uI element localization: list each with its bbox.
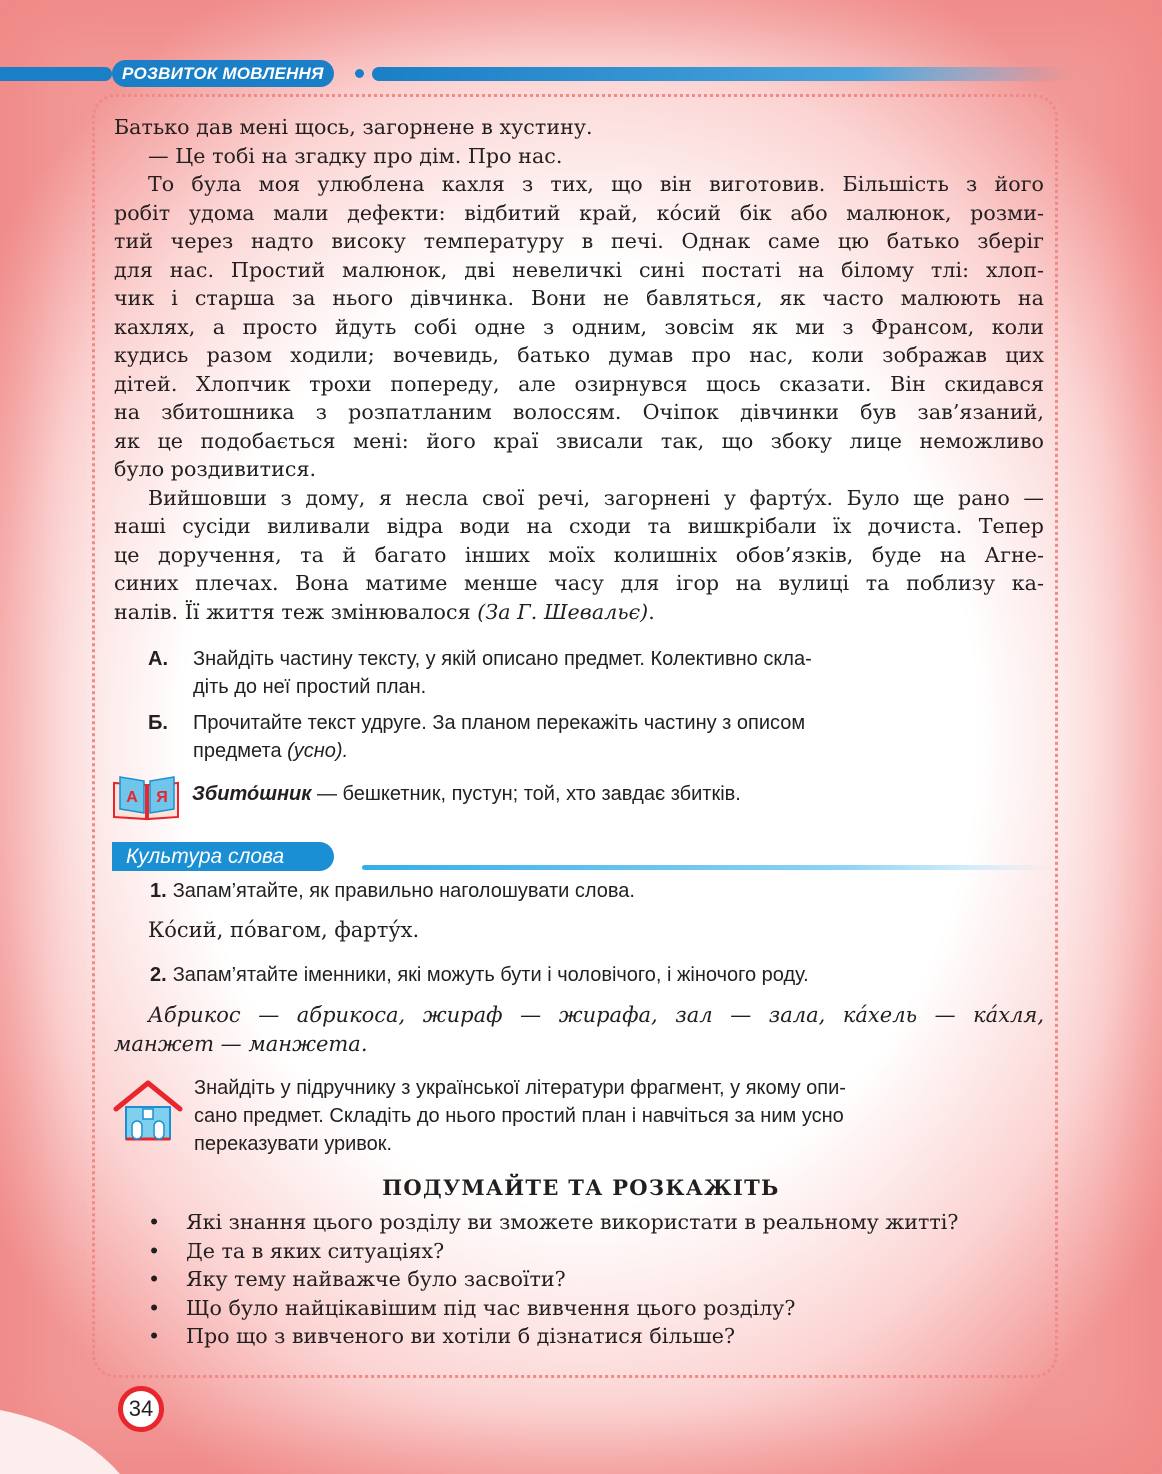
header-bar-left (0, 67, 112, 81)
task-note: (усно). (287, 740, 349, 762)
task-label: А. (148, 648, 168, 670)
homework-line: Знайдіть у підручнику з української літератури фрагмент, у якому опи- (194, 1077, 846, 1099)
task-line-text: предмета (193, 740, 282, 762)
question-text: Де та в яких ситуаціях? (186, 1238, 445, 1263)
bullet: • (148, 1324, 161, 1349)
bullet: • (148, 1210, 161, 1234)
story-line: кахлях, а просто йдуть собі одне з одним, зовсім як ми з Франсом, коли (114, 314, 1044, 339)
nouns-line: Абрикос — абрикоса, жираф — жирафа, зал — зала, ка́хель — ка́хля, (148, 1003, 1044, 1027)
story-line: для нас. Простий малюнок, дві невеличкі сині постаті на білому тлі: хлоп- (114, 257, 1044, 282)
dict-icon-letter-a: А (126, 789, 138, 806)
dictionary-entry (192, 783, 741, 806)
think-questions-list (148, 1208, 958, 1351)
task-line: діть до неї простий план. (193, 676, 427, 698)
list-item (148, 1237, 958, 1266)
bullet: • (148, 1267, 161, 1292)
story-line: — Це тобі на згадку про дім. Про нас. (148, 143, 563, 168)
story-line: кудись разом ходили; вочевидь, батько думав про нас, коли зображав цих (114, 343, 1044, 367)
culture-section-title: Культура слова (112, 842, 334, 871)
nouns-examples (114, 1001, 1044, 1059)
header-dot (355, 69, 364, 78)
list-item (148, 1208, 958, 1237)
item-number: 2. (150, 964, 167, 986)
story-line: на збитошника з розпатланим волоссям. Очіпок дівчинки був зав’язаний, (114, 400, 1044, 424)
list-item (148, 1294, 958, 1323)
task-text (193, 709, 963, 765)
story-line: дітей. Хлопчик трохи попереду, але озирнувся щось сказати. Він скидався (114, 371, 1044, 396)
story-last-line (114, 598, 1044, 627)
dict-icon-letter-ya: Я (156, 789, 168, 806)
task-label: Б. (148, 712, 168, 734)
story-line: Вийшовши з дому, я несла свої речі, загорнені у фарту́х. Було ще рано — (148, 485, 1044, 510)
dictionary-book-icon (112, 773, 182, 821)
stress-words: Ко́сий, по́вагом, фарту́х. (148, 918, 420, 942)
story-line: як це подобається мені: його краї звисали так, що збоку лице неможливо (114, 428, 1044, 453)
list-item (148, 1322, 958, 1351)
task-line: Знайдіть частину тексту, у якій описано предмет. Колективно скла- (193, 648, 812, 670)
dictionary-word: Збито́шник (192, 783, 312, 805)
page-corner-swoosh (0, 1370, 200, 1474)
story-line: робіт удома мали дефекти: відбитий край, ко́сий бік або малюнок, розми- (114, 200, 1044, 225)
story-line: тий через надто високу температуру в печі. Однак саме цю батько зберіг (114, 229, 1044, 253)
story-line: наші сусіди виливали відра води на сходи та вишкрібали їх дочиста. Тепер (114, 514, 1044, 538)
story-line: було роздивитися. (114, 457, 317, 481)
story-line: синих плечах. Вона матиме менше часу для ігор на вулиці та поблизу ка- (114, 571, 1044, 595)
homework-line: сано предмет. Складіть до нього простий план і навчіться за ним усно (194, 1105, 844, 1127)
story-end: . (648, 599, 655, 624)
item-text: Запам’ятайте, як правильно наголошувати слова. (172, 880, 635, 902)
story-line: чик і старша за нього дівчинка. Вони не бавляться, як часто малюють на (114, 286, 1044, 310)
item-number: 1. (150, 880, 167, 902)
question-text: Які знання цього розділу ви зможете використати в реальному житті? (186, 1210, 959, 1234)
homework-line: переказувати уривок. (194, 1133, 393, 1155)
list-item (148, 1265, 958, 1294)
story-text (114, 113, 1044, 626)
task-line: Прочитайте текст удруге. За планом перекажіть частину з описом (193, 712, 806, 734)
story-line: То була моя улюблена кахля з тих, що він виготовив. Більшість з його (148, 172, 1044, 196)
home-task-icon (112, 1079, 184, 1141)
page-number: 34 (128, 1396, 154, 1421)
culture-item-1 (150, 880, 635, 903)
story-line: налів. Її життя теж змінювалося (114, 599, 471, 624)
dictionary-definition: — бешкетник, пустун; той, хто завдає збитків. (311, 783, 741, 805)
culture-item-2 (150, 964, 809, 987)
header-bar-right (372, 67, 1072, 81)
story-line: Батько дав мені щось, загорнене в хустину. (114, 115, 593, 139)
item-text: Запам’ятайте іменники, які можуть бути і чоловічого, і жіночого роду. (172, 964, 809, 986)
task-text (193, 645, 963, 701)
bullet: • (148, 1238, 161, 1263)
nouns-line: манжет — манжета. (114, 1032, 368, 1056)
question-text: Про що з вивченого ви хотіли б дізнатися більше? (186, 1324, 736, 1349)
question-text: Що було найцікавішим під час вивчення цього розділу? (186, 1295, 796, 1320)
task-line (193, 737, 963, 765)
homework-text (194, 1074, 846, 1158)
bullet: • (148, 1295, 161, 1320)
culture-section-line (362, 865, 1052, 870)
story-line: це доручення, та й багато інших моїх колишніх обов’язків, буде на Агне- (114, 542, 1044, 567)
question-text: Яку тему найважче було засвоїти? (186, 1267, 566, 1292)
story-citation: (За Г. Шевальє) (477, 599, 649, 624)
section-header-label: РОЗВИТОК МОВЛЕННЯ (112, 60, 334, 87)
think-section-title: ПОДУМАЙТЕ ТА РОЗКАЖІТЬ (382, 1175, 780, 1200)
